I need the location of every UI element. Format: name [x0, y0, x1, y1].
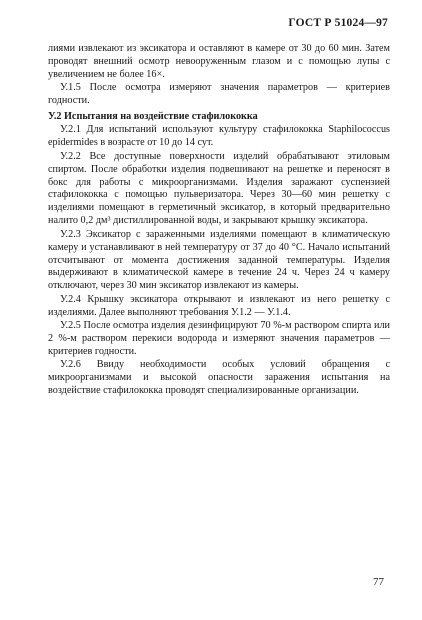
page-number: 77 [373, 576, 384, 588]
paragraph-y-2-6: У.2.6 Ввиду необходимости особых условий обращения с микроорганизмами и высокой опасности заражения испытания на воздействие стафилококка проводят специализированные организации. [48, 359, 390, 397]
standard-header: ГОСТ Р 51024—97 [288, 17, 388, 29]
paragraph-y-2-1: У.2.1 Для испытаний используют культуру стафилококка Staphilococcus epidermides в возрасте от 10 до 14 сут. [48, 124, 390, 149]
paragraph-continuation: лиями извлекают из эксикатора и оставляют в камере от 30 до 60 мин. Затем проводят внешний осмотр невооруженным глазом и с помощью лупы с увеличением не более 16×. [48, 43, 390, 80]
paragraph-y-1-5: У.1.5 После осмотра измеряют значения параметров — критериев годности. [48, 82, 390, 107]
paragraph-y-2-3: У.2.3 Эксикатор с зараженными изделиями помещают в климатическую камеру и устанавливают в ней температуру от 37 до 40 °С. Начало испытаний отсчитывают от момента достижения заданной температуры. Изделия выдерживают в климатической камере в течение 24 ч. Через 24 ч камеру отключают, через 30 мин эксикатор извлекают из камеры. [48, 228, 390, 292]
paragraph-y-2-2: У.2.2 Все доступные поверхности изделий обрабатывают этиловым спиртом. После обработки изделия подвешивают на решетке и переносят в бокс для работы с микроорганизмами. Изделия заражают суспензией стафилококка с помощью пульверизатора. Через 30—60 мин решетку с изделиями помещают в герметичный эксикатор, в который предварительно налито 0,2 дм³ дистиллированной воды, и закрывают крышку эксикатора. [48, 150, 390, 227]
section-title-y-2: У.2 Испытания на воздействие стафилококка [48, 111, 258, 123]
paragraph-y-2-4: У.2.4 Крышку эксикатора открывают и извлекают из него решетку с изделиями. Далее выполняют требования У.1.2 — У.1.4. [48, 293, 390, 318]
paragraph-y-2-5: У.2.5 После осмотра изделия дезинфицируют 70 %-м раствором спирта или 2 %-м раствором перекиси водорода и измеряют значения параметров — критериев годности. [48, 320, 390, 357]
document-body [48, 43, 390, 398]
